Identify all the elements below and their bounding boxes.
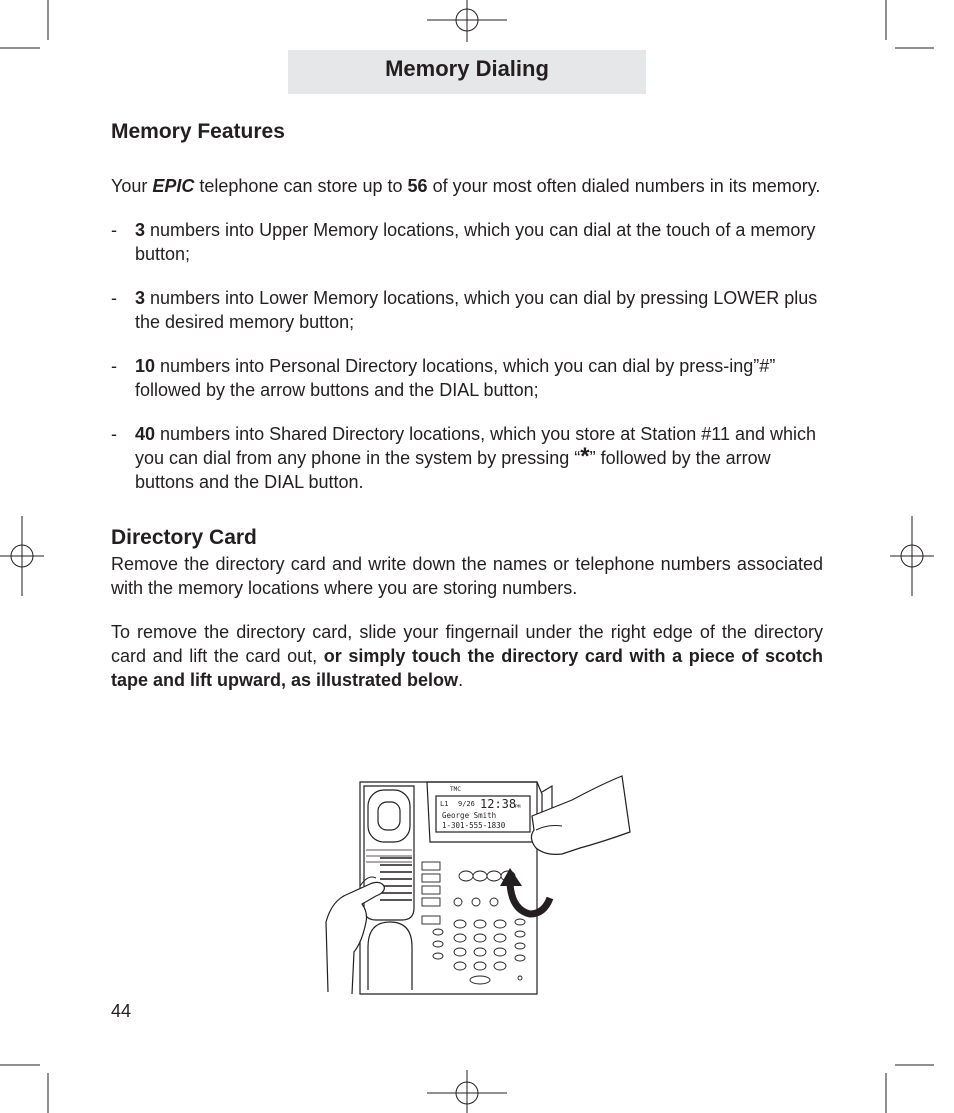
bullet-number: 3 bbox=[135, 220, 146, 240]
para2-text: To remove the directory card, slide your fingernail under the right edge of the directory card and lift the card out, bbox=[111, 622, 823, 666]
bullet-personal-directory bbox=[111, 354, 823, 402]
bullet-dash: - bbox=[111, 424, 117, 444]
bullet-dash: - bbox=[111, 288, 117, 308]
memory-features-heading: Memory Features bbox=[111, 120, 285, 143]
lcd-name: George Smith bbox=[442, 811, 497, 820]
bullet-number: 10 bbox=[135, 356, 156, 376]
bullet-text: numbers into Personal Directory locations, which you can dial by press-ing”#” followed by the arrow buttons and the DIAL button; bbox=[135, 356, 776, 400]
bullet-text: numbers into Lower Memory locations, which you can dial by pressing LOWER plus the desired memory button; bbox=[135, 288, 818, 332]
bullet-text-end: ” followed by the arrow buttons and the DIAL button. bbox=[135, 448, 771, 492]
bullet-number: 3 bbox=[135, 288, 146, 308]
left-hand bbox=[326, 882, 384, 994]
bullet-text: numbers into Upper Memory locations, which you can dial at the touch of a memory button; bbox=[135, 220, 816, 264]
intro-text-2: telephone can store up to bbox=[194, 176, 408, 196]
keypad bbox=[433, 919, 525, 984]
directory-card-paragraph-1: Remove the directory card and write down the names or telephone numbers associated with the memory locations where you are storing numbers. bbox=[111, 554, 823, 598]
lcd-line: L1 bbox=[440, 800, 449, 808]
intro-text-1: Your bbox=[111, 176, 153, 196]
bullet-upper-memory bbox=[111, 218, 823, 266]
bullet-shared-directory bbox=[111, 422, 823, 494]
para2-end: . bbox=[458, 670, 464, 690]
arrow-head-icon bbox=[500, 868, 522, 886]
lcd-ampm: PM bbox=[515, 805, 521, 810]
memory-buttons bbox=[422, 862, 440, 924]
brand-logo-text: TMC bbox=[450, 786, 461, 793]
handset-earpiece bbox=[368, 790, 410, 842]
para2-bold-text: or simply touch the directory card with a piece of scotch tape and lift upward, as illustrated below bbox=[111, 646, 823, 690]
handset-cradle bbox=[368, 922, 412, 990]
memory-count: 56 bbox=[407, 176, 428, 196]
intro-paragraph bbox=[111, 174, 823, 198]
directory-card-heading: Directory Card bbox=[111, 526, 257, 549]
bullet-lower-memory bbox=[111, 286, 823, 334]
right-hand bbox=[531, 776, 630, 854]
bullet-text: numbers into Shared Directory locations, which you store at Station #11 and which you can dial from any phone in the system by pressing “ bbox=[135, 424, 817, 468]
page-title: Memory Dialing bbox=[385, 56, 549, 81]
telephone-illustration bbox=[322, 772, 632, 998]
page-content bbox=[111, 118, 823, 692]
intro-text-3: of your most often dialed numbers in its memory. bbox=[427, 176, 821, 196]
section-header bbox=[288, 50, 646, 94]
star-key-symbol: * bbox=[580, 443, 590, 470]
bullet-dash: - bbox=[111, 220, 117, 240]
lcd-time: 12:38 bbox=[480, 797, 517, 811]
lcd-date: 9/26 bbox=[458, 800, 475, 808]
lift-arrow-icon bbox=[510, 884, 550, 914]
speaker-grille bbox=[380, 858, 412, 900]
bullet-number: 40 bbox=[135, 424, 156, 444]
lcd-text bbox=[440, 786, 521, 830]
lcd-number: 1-301-555-1830 bbox=[442, 821, 506, 830]
directory-card-paragraph-2 bbox=[111, 620, 823, 692]
bullet-dash: - bbox=[111, 356, 117, 376]
page-number: 44 bbox=[111, 1001, 132, 1021]
brand-name: EPIC bbox=[152, 176, 195, 196]
